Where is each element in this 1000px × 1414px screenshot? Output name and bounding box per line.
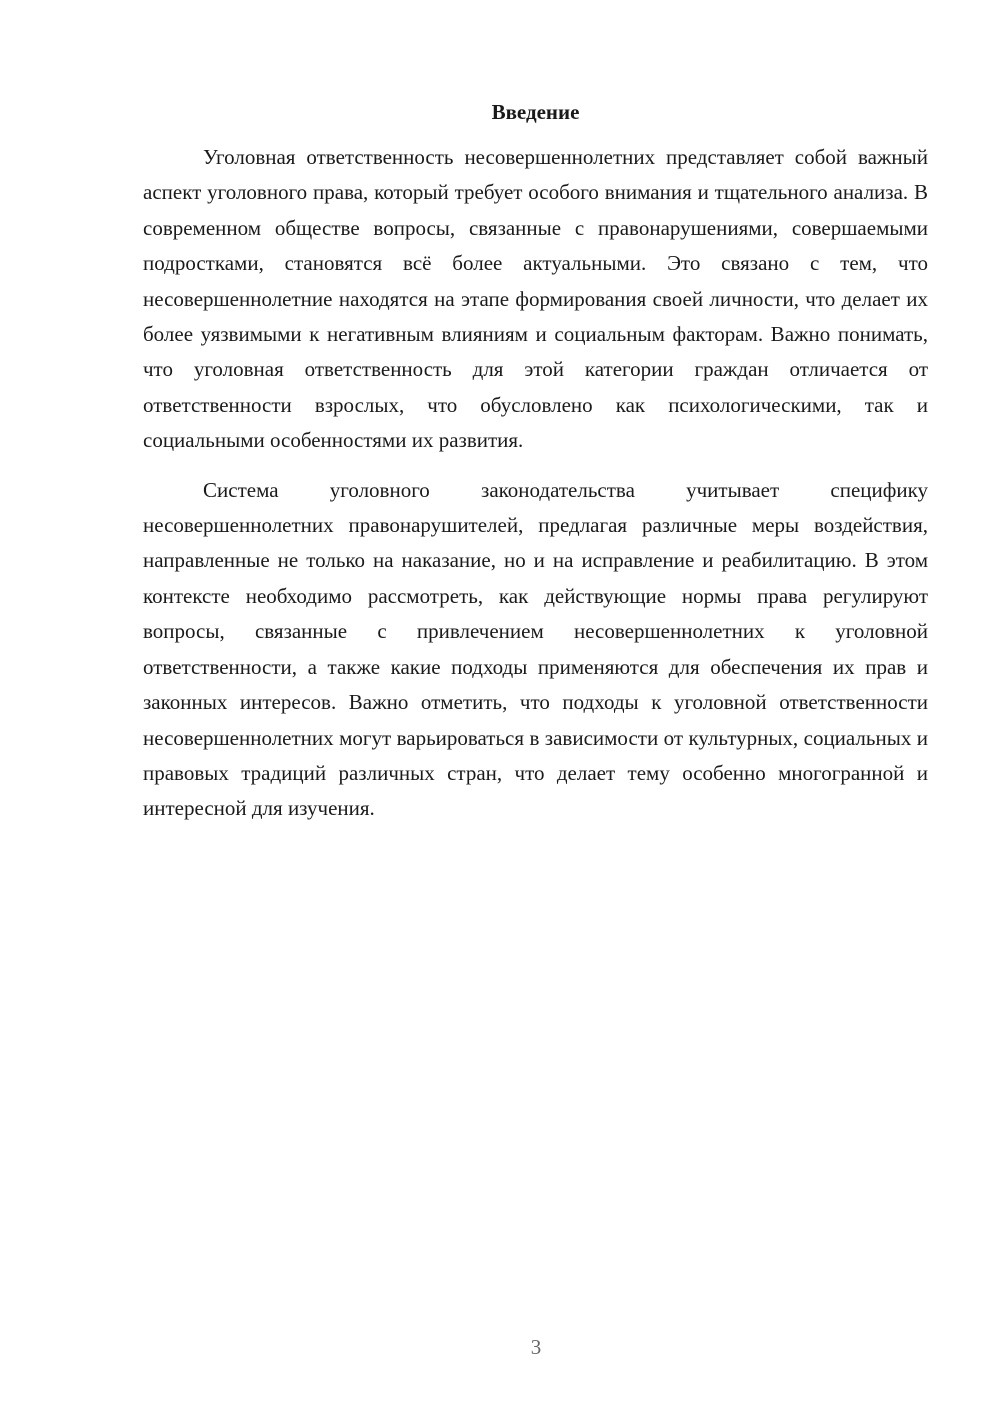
paragraph-2: Система уголовного законодательства учитывает специфику несовершеннолетних правонарушителей, предлагая различные меры воздействия, направленные не только на наказание, но и на исправление и реабилитацию. В этом контексте необходимо рассмотреть, как действующие нормы права регулируют вопросы, связанные с привлечением несовершеннолетних к уголовной ответственности, а также какие подходы применяются для обеспечения их прав и законных интересов. Важно отметить, что подходы к уголовной ответственности несовершеннолетних могут варьироваться в зависимости от культурных, социальных и правовых традиций различных стран, что делает тему особенно многогранной и интересной для изучения.	[143, 477, 928, 821]
page-content	[143, 96, 928, 827]
page-number: 3	[530, 1335, 542, 1359]
section-heading: Введение	[491, 100, 580, 124]
paragraph-1: Уголовная ответственность несовершеннолетних представляет собой важный аспект уголовного права, который требует особого внимания и тщательного анализа. В современном обществе вопросы, связанные с правонарушениями, совершаемыми подростками, становятся всё более актуальными. Это связано с тем, что несовершеннолетние находятся на этапе формирования своей личности, что делает их более уязвимыми к негативным влияниям и социальным факторам. Важно понимать, что уголовная ответственность для этой категории граждан отличается от ответственности взрослых, что обусловлено как психологическими, так и социальными особенностями их развития.	[143, 145, 928, 453]
